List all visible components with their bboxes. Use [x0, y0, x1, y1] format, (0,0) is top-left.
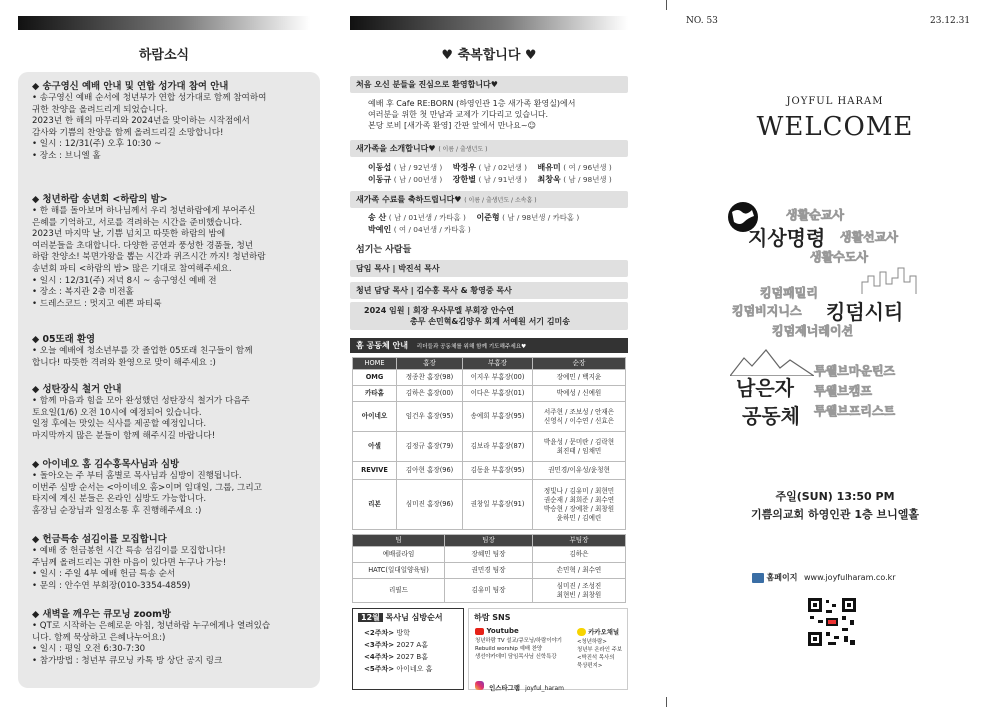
slogan-sub: 투웰브마운틴즈 — [814, 364, 896, 378]
table-cell: 김하은 홈장(00) — [397, 386, 463, 402]
table-cell: 김보라 부홈장(87) — [463, 432, 533, 462]
table-cell: 아이네오 — [353, 402, 397, 432]
fold-line — [666, 0, 667, 10]
table-cell: 박예성 / 신예원 — [533, 386, 626, 402]
news-section-title: ◆ 성탄장식 철거 안내 — [32, 384, 122, 395]
kakao-icon — [577, 628, 586, 636]
news-section — [32, 533, 324, 592]
left-column-title: 하람소식 — [138, 48, 190, 63]
list-item: <3주차> 2027 A홈 — [364, 641, 428, 649]
instagram-icon — [475, 681, 484, 690]
news-section-title: ◆ 05또래 환영 — [32, 334, 96, 345]
news-section-title: ◆ 청년하람 송년회 <하람의 밤> — [32, 194, 168, 205]
slogan-main: 공동체 — [742, 404, 800, 428]
slogan-sub: 생활선교사 — [840, 230, 898, 244]
slogan-sub: 투웰브프리스트 — [814, 404, 896, 418]
table-cell: 장예민 / 백지윤 — [533, 370, 626, 386]
table-cell: HATC(일대일양육팀) — [353, 563, 445, 579]
news-section-body: • QT로 시작하는 은혜로운 아침, 청년하람 누구에게나 열려있습 니다. 함께 묵상하고 은혜나누어요:) • 일시 : 평일 오전 6:30-7:30 • 참가방법 : 청년부 큐모닝 카톡 방 상단 공지 링크 — [32, 621, 271, 666]
news-section — [32, 608, 324, 667]
table-cell: 송예희 부홈장(95) — [463, 402, 533, 432]
list-item: <4주차> 2027 B홈 — [364, 653, 428, 661]
homepage-row[interactable] — [752, 572, 896, 583]
table-row — [353, 402, 626, 432]
table-header-row — [353, 358, 626, 370]
officers-box — [350, 302, 628, 330]
visit-schedule-box — [352, 608, 464, 690]
youth-pastor-bar — [350, 282, 628, 299]
team-table — [352, 534, 626, 603]
slogan-sub: 투웰브캠프 — [814, 384, 872, 398]
column-header: HOME — [353, 358, 397, 370]
intro-bar-text: 새가족을 소개합니다♥ — [356, 144, 436, 153]
table-cell: OMG — [353, 370, 397, 386]
service-place: 기쁨의교회 하영인관 1층 브니엘홀 — [751, 508, 919, 521]
table-cell: 김유미 팀장 — [445, 579, 533, 603]
table-cell: 김정규 홈장(79) — [397, 432, 463, 462]
home-bar — [350, 338, 628, 353]
table-cell: 권민경/이유성/윤청현 — [533, 462, 626, 480]
home-table — [352, 357, 626, 530]
list-item: <2주차> 방학 — [364, 629, 410, 637]
news-section — [32, 333, 324, 369]
name-row: 박예인 ( 여 / 04년생 / 카타홈 ) — [368, 225, 471, 234]
officers-line: 2024 임원 | 회장 우사무엘 부회장 안수연 — [364, 306, 515, 315]
table-cell: 정종찬 홈장(98) — [397, 370, 463, 386]
table-cell: 정빛나 / 김유미 / 최현민 권순재 / 최희준 / 최수연 박승현 / 장예찬 / 최창원 윤하민 / 김예린 — [533, 480, 626, 530]
news-box — [18, 72, 320, 688]
sns-box — [468, 608, 628, 690]
column-header: 부팀장 — [533, 535, 626, 547]
name-row: 이동규 ( 남 / 00년생 ) 장한별 ( 남 / 91년생 ) 최창욱 ( 남 / 98년생 ) — [368, 175, 612, 184]
news-section — [32, 383, 324, 442]
table-cell: 리필드 — [353, 579, 445, 603]
column-header: 팀 — [353, 535, 445, 547]
fold-line — [666, 697, 667, 707]
qr-code-icon[interactable] — [806, 596, 858, 648]
table-cell: 임건우 홈장(95) — [397, 402, 463, 432]
youth-pastor-text: 청년 담당 목사 | 김수홍 목사 & 황영중 목사 — [356, 286, 512, 295]
table-cell: 권민경 팀장 — [445, 563, 533, 579]
news-section-title: ◆ 송구영신 예배 안내 및 연합 성가대 참여 안내 — [32, 81, 229, 92]
visit-month: 12월 — [358, 613, 383, 622]
intro-bar-sub: ( 이름 / 출생년도 ) — [438, 146, 488, 153]
table-row — [353, 462, 626, 480]
table-cell: 심미진 홈장(96) — [397, 480, 463, 530]
visit-title-row — [358, 612, 458, 623]
graduate-list — [368, 212, 628, 236]
slogan-sub: 킹덤비지니스 — [732, 304, 802, 318]
pastor-bar — [350, 260, 628, 277]
issue-number: NO. 53 — [686, 16, 718, 26]
sns-youtube[interactable]: Youtube 청년하람 TV 설교/큐모닝/하람이야기 Rebuild worship 예배 찬양 생선야카데미 담임목사님 신학특강 — [475, 627, 565, 661]
name-row: 이동섭 ( 남 / 92년생 ) 박정우 ( 남 / 02년생 ) 배유미 ( 여 / 96년생 ) — [368, 163, 612, 172]
table-row — [353, 579, 626, 603]
column-header: 홈장 — [397, 358, 463, 370]
table-row — [353, 563, 626, 579]
table-row — [353, 386, 626, 402]
table-cell: 박윤성 / 문미란 / 김락현 최진태 / 임채민 — [533, 432, 626, 462]
visit-title: 목사님 심방순서 — [385, 613, 443, 622]
table-row — [353, 432, 626, 462]
table-cell: 아셀 — [353, 432, 397, 462]
name-row: 송 산 ( 남 / 01년생 / 카타홈 ) 이준형 ( 남 / 98년생 / 카타홈 ) — [368, 213, 580, 222]
news-section-body: • 송구영신 예배 순서에 청년부가 연합 성가대로 함께 참여하여 귀한 찬양을 올려드리게 되었습니다. 2023년 한 해의 마무리와 2024년을 맞이하는 시작점에서 감사와 기쁨의 찬양을 함께 올려드리길 소망합니다! • 일시 : 12/31(주) 오후 10:30 ~ • 장소 : 브니엘 홀 — [32, 93, 267, 161]
new-family-list — [368, 162, 628, 186]
visit-list — [358, 627, 458, 675]
table-cell: 김아현 홈장(96) — [397, 462, 463, 480]
sns-title: 하람 SNS — [474, 613, 511, 622]
table-row — [353, 370, 626, 386]
youtube-desc: 청년하람 TV 설교/큐모닝/하람이야기 Rebuild worship 예배 찬양 생선야카데미 담임목사님 신학특강 — [475, 638, 562, 660]
column-header: 부홈장 — [463, 358, 533, 370]
sns-instagram[interactable]: 인스타그램 joyful_haram — [475, 675, 564, 694]
news-section-body: • 돌아오는 주 부터 홈별로 목사님과 심방이 진행됩니다. 이번주 심방 순서는 <아이네오 홈>이며 임대일, 그룹, 그리고 타지에 계신 분들은 온라인 심방도 가능합니다. 홈장님 순장님과 일정소통 후 진행해주세요 :) — [32, 471, 262, 516]
table-cell: 카타홈 — [353, 386, 397, 402]
service-time: 주일(SUN) 13:50 PM — [775, 490, 895, 503]
table-cell: 서주현 / 조보성 / 안재은 신영식 / 이수연 / 신효은 — [533, 402, 626, 432]
graduation-bar — [350, 191, 628, 208]
intro-bar — [350, 140, 628, 157]
middle-header-bar — [350, 16, 628, 30]
news-section-body: • 오늘 예배에 청소년부를 갓 졸업한 05또래 친구들이 함께 합니다! 따뜻한 격려와 환영으로 맞이 해주세요 :) — [32, 346, 253, 368]
news-section-body: • 예배 중 헌금봉헌 시간 특송 섬김이를 모집합니다! 주님께 올려드리는 귀한 마음이 있다면 누구나 가능! • 일시 : 주일 4부 예배 헌금 특송 순서 • 문의 : 안수연 부회장(010-3354-4859) — [32, 546, 227, 591]
column-header: 팀장 — [445, 535, 533, 547]
slogan-main: 킹덤시티 — [826, 300, 904, 324]
list-item: <5주차> 아이네오 홈 — [364, 665, 433, 673]
graduation-bar-text: 새가족 수료를 축하드립니다♥ — [356, 195, 462, 204]
table-cell: 이지우 부홈장(00) — [463, 370, 533, 386]
homepage-label: 홈페이지 — [766, 573, 798, 582]
news-section — [32, 80, 324, 163]
home-bar-text: 홈 공동체 안내 — [356, 341, 408, 350]
slogan-sub: 생활수도사 — [810, 250, 868, 264]
table-row — [353, 480, 626, 530]
table-cell: 권창일 부홈장(91) — [463, 480, 533, 530]
homepage-icon — [752, 573, 764, 583]
table-cell: 손민혁 / 최수연 — [533, 563, 626, 579]
slogan-sub: 킹덤제너레이션 — [772, 324, 854, 338]
news-section-title: ◆ 새벽을 깨우는 큐모닝 zoom방 — [32, 609, 171, 620]
table-cell: 김동윤 부홈장(95) — [463, 462, 533, 480]
youtube-icon — [475, 628, 484, 635]
welcome-bar — [350, 76, 628, 93]
middle-column-title: ♥ 축복합니다 ♥ — [441, 48, 537, 63]
column-header: 순장 — [533, 358, 626, 370]
welcome-heading: WELCOME — [756, 112, 914, 142]
homepage-url[interactable]: www.joyfulharam.co.kr — [804, 573, 896, 582]
news-section-title: ◆ 헌금특송 섬김이를 모집합니다 — [32, 534, 167, 545]
officers-line: 총무 손민혁&김양우 회계 서예원 서기 김미송 — [410, 317, 571, 326]
city-skyline-icon — [860, 266, 920, 294]
left-header-bar — [18, 16, 310, 30]
news-section-body: • 한 해를 돌아보며 하나님께서 우리 청년하람에게 부어주신 은혜를 기억하고, 서로를 격려하는 시간을 준비했습니다. 2023년 마지막 날, 기쁨 넘치고 따뜻한 하람의 밤에 여러분들을 초대합니다. 다양한 공연과 풍성한 경품들, 청년 하람 찬양소! 북면가왕을 뽑는 시간과 퀴즈시간 까지! 청년하람 송년회 파티 <하람의 밤> 많은 기대로 참여해주세요. • 일시 : 12/31(주) 저녁 8시 ~ 송구영신 예배 전 • 장소 : 복지관 2층 비전홀 • 드레스코드 : 멋지고 예쁜 파티룩 — [32, 206, 266, 309]
issue-date: 23.12.31 — [930, 16, 971, 26]
table-cell: 심미진 / 조성진 최현빈 / 최창원 — [533, 579, 626, 603]
slogan-sub: 생활순교사 — [786, 208, 844, 222]
table-cell: 이다은 부홈장(01) — [463, 386, 533, 402]
welcome-bar-text: 처음 오신 분들을 진심으로 환영합니다♥ — [356, 80, 498, 89]
news-section — [32, 458, 324, 517]
welcome-text: 예배 후 Cafe RE:BORN (하영인관 1층 새가족 환영실)에서 여러분을 위한 첫 만남과 교제가 기다리고 있습니다. 본당 로비 [새가족 환영] 간판 앞에서 만나요~☺ — [368, 99, 576, 130]
pastor-text: 담임 목사 | 박진석 목사 — [356, 264, 440, 273]
news-section — [32, 193, 324, 310]
news-section-title: ◆ 아이네오 홈 김수홍목사님과 심방 — [32, 459, 180, 470]
servants-title: 섬기는 사람들 — [356, 245, 412, 255]
slogan-main: 남은자 — [736, 376, 794, 400]
table-row — [353, 547, 626, 563]
table-cell: 장혜민 팀장 — [445, 547, 533, 563]
slogan-sub: 킹덤패밀리 — [760, 286, 818, 300]
kakao-desc: <청년하람> 청년부 온라인 주보 <박진석 목사의 묵상편지> — [577, 639, 623, 669]
graduation-bar-sub: ( 이름 / 출생년도 / 소속홈 ) — [464, 197, 537, 204]
table-cell: REVIVE — [353, 462, 397, 480]
table-cell: 김하은 — [533, 547, 626, 563]
table-cell: 예배클라임 — [353, 547, 445, 563]
table-header-row — [353, 535, 626, 547]
joyful-haram: JOYFUL HARAM — [786, 96, 884, 107]
slogan-main: 지상명령 — [748, 226, 826, 250]
sns-kakao[interactable]: 카카오채널 <청년하람> 청년부 온라인 주보 <박진석 목사의 묵상편지> — [577, 627, 627, 670]
table-cell: 리본 — [353, 480, 397, 530]
news-section-body: • 함께 마음과 힘을 모아 완성했던 성탄장식 철거가 다음주 토요일(1/6) 오전 10시에 예정되어 있습니다. 일정 후에는 맛있는 식사를 제공할 예정입니다. 마지막까지 많은 분들이 함께 해주시길 바랍니다! — [32, 396, 250, 441]
home-bar-sub: 리더들과 공동체를 위해 함께 기도해주세요♥ — [416, 344, 527, 350]
